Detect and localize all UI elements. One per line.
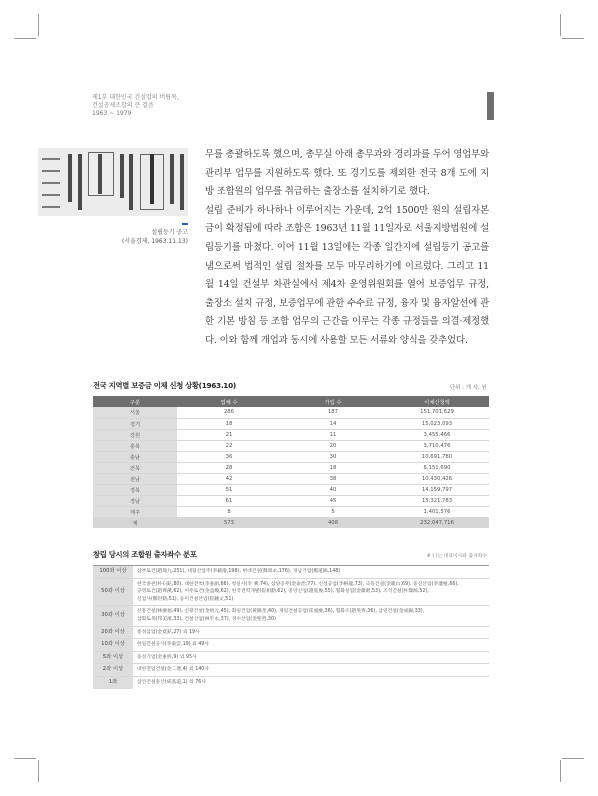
- crop-mark: [560, 760, 561, 782]
- member-list-cell: [133, 566, 489, 579]
- member-list-line: 흥성삼업(金夏鉉,27) 외 19사: [137, 629, 200, 635]
- table2-note: ※ ( )는 대표이사와 출자좌수: [426, 554, 487, 559]
- region-cell: 경남: [93, 495, 177, 506]
- table-row: [93, 506, 489, 517]
- share-range-cell: 50좌 이상: [93, 578, 133, 606]
- share-range-cell: 30좌 이상: [93, 606, 133, 626]
- member-list-line: 동성기업(金東經,9) 외 95사: [137, 654, 197, 660]
- table-row: [93, 676, 489, 688]
- member-share-distribution-table: [93, 565, 489, 689]
- member-list-cell: [133, 664, 489, 677]
- crop-mark: [14, 758, 36, 759]
- table-row: [93, 440, 489, 451]
- value-cell: 11: [281, 429, 385, 440]
- value-cell: 30: [281, 451, 385, 462]
- value-cell: 3,710,476: [385, 440, 489, 451]
- table2-title: 창립 당시의 조합원 출자좌수 분포: [93, 550, 197, 559]
- guarantee-transfer-table: [93, 396, 489, 528]
- value-cell: 10,430,426: [385, 473, 489, 484]
- value-cell: 573: [177, 517, 281, 528]
- value-cell: 40: [281, 484, 385, 495]
- value-cell: 151,701,629: [385, 407, 489, 418]
- region-cell: 강원: [93, 429, 177, 440]
- value-cell: 8: [177, 506, 281, 517]
- column-header: 이체신청액: [385, 396, 489, 407]
- photo-caption-line: 설립등기 공고: [151, 229, 188, 236]
- region-cell: 전남: [93, 473, 177, 484]
- share-range-cell: 1좌: [93, 676, 133, 688]
- table-row: [93, 495, 489, 506]
- member-list-cell: [133, 676, 489, 688]
- value-cell: 61: [177, 495, 281, 506]
- table-row: [93, 517, 489, 528]
- member-list-line: 대한전업건설(金二連,4) 외 140사: [137, 667, 209, 673]
- value-cell: 408: [281, 517, 385, 528]
- value-cell: 15,023,093: [385, 418, 489, 429]
- value-cell: 15,321,783: [385, 495, 489, 506]
- table-row: [93, 407, 489, 418]
- value-cell: 14: [281, 418, 385, 429]
- region-cell: 서울: [93, 407, 177, 418]
- member-list-line: 공영토건(趙尊溪,62), 이주토건(金益煥,62), 한국전력개발(崔相勳,62), 중앙산업(趙冕俊,55), 협화실업(金冀昭,53), 조석건설(朴燦源,52),: [137, 589, 429, 595]
- member-list-cell: [133, 626, 489, 639]
- newspaper-clipping-image: [38, 148, 188, 216]
- table1-title: 전국 지역별 보증금 이체 신청 상황(1963.10): [93, 381, 236, 390]
- value-cell: 1,401,576: [385, 506, 489, 517]
- table-body: [93, 407, 489, 528]
- share-range-cell: 5좌 이상: [93, 651, 133, 664]
- table1-unit: 단위 : 개 사, 원: [449, 385, 487, 391]
- crop-mark: [562, 38, 584, 39]
- member-list-line: 한일건설공사(李東雲,19) 외 49사: [137, 642, 209, 648]
- value-cell: 187: [281, 407, 385, 418]
- crop-mark: [14, 38, 36, 39]
- table-body: [93, 566, 489, 689]
- running-header-line: 제1부 대한민국 건설업의 버팀목,: [92, 94, 179, 101]
- value-cell: 51: [177, 484, 281, 495]
- region-cell: 전북: [93, 462, 177, 473]
- member-list-line: 신업사(鄭世鎔,51), 동이건설산업(崔鍾文,51): [137, 596, 234, 602]
- value-cell: 10,691,780: [385, 451, 489, 462]
- crop-mark: [38, 14, 39, 36]
- photo-caption: [118, 228, 188, 246]
- member-list-line: 신흥건설(林慶福,49), 신광건설(金炳元,45), 화일건업(黃錫奎,40), 제일건설공업(崔昶慶,36), 협화조(趙英秀,36), 삼연건설(金成錫,33),: [137, 609, 425, 615]
- running-header-line: 건설공제조합의 큰 걸음: [92, 102, 154, 109]
- value-cell: 286: [177, 407, 281, 418]
- region-cell: 계: [93, 517, 177, 528]
- region-cell: 충북: [93, 440, 177, 451]
- body-paragraph: 설립 준비가 하나하나 이루어지는 가운데, 2억 1500만 원의 설립자본금이 확정됨에 따라 조합은 1963년 11월 11일자로 서울지방법원에 설립등기를 마쳤다. 이어 11월 13일에는 각종 일간지에 설립등기 공고를 냄으로써 법적인 설립 절차를 모두 마무리하기에 이르렀다. 그리고 11월 14일 건설부 차관실에서 제4차 운영위원회를 열어 보증업무 규정, 출장소 설치 규정, 보증업무에 관한 수수료 규정, 융자 및 융자알선에 관한 기본 방침 등 조합 업무의 근간을 이루는 각종 규정들을 의결·제정했다. 이와 함께 개업과 동시에 사용할 모든 서류와 양식을 갖추었다.: [205, 204, 489, 346]
- value-cell: 21: [177, 429, 281, 440]
- crop-mark: [560, 14, 561, 36]
- table-row: [93, 462, 489, 473]
- table-row: [93, 484, 489, 495]
- member-list-cell: [133, 639, 489, 652]
- table-row: [93, 606, 489, 626]
- value-cell: 5: [281, 506, 385, 517]
- share-range-cell: 100좌 이상: [93, 566, 133, 579]
- member-list-line: 한국종관(朴石鉉,80), 대한전척(李홍渝,66), 청실사(李 乘,74), 삼양공무(金泰治,77), 신성공업(李柄龍,73), 극동건설(金龍山,69), 동신산업(李灌植,66),: [137, 581, 459, 587]
- running-header-line: 1963 ~ 1979: [92, 110, 132, 117]
- region-cell: 경기: [93, 418, 177, 429]
- value-cell: 38: [281, 473, 385, 484]
- column-header: 구분: [93, 396, 177, 407]
- member-list-cell: [133, 651, 489, 664]
- section-tab-marker: [487, 92, 494, 120]
- crop-mark: [562, 758, 584, 759]
- value-cell: 18: [281, 462, 385, 473]
- member-list-cell: [133, 578, 489, 606]
- table-row: [93, 578, 489, 606]
- member-list-line: 삼화토목(邦美濱,33), 건설산업(林乎永,37), 경수산업(金聖哲,30): [137, 616, 276, 622]
- crop-mark: [38, 760, 39, 782]
- member-list-cell: [133, 606, 489, 626]
- share-range-cell: 10좌 이상: [93, 639, 133, 652]
- photo-caption-line: (서울경제, 1963.11.13): [121, 238, 188, 245]
- value-cell: 20: [281, 440, 385, 451]
- caption-accent-bar: [182, 223, 188, 225]
- value-cell: 45: [281, 495, 385, 506]
- table-row: [93, 566, 489, 579]
- running-header: [92, 94, 202, 118]
- region-cell: 경북: [93, 484, 177, 495]
- table-row: [93, 626, 489, 639]
- table-row: [93, 639, 489, 652]
- share-range-cell: 2좌 이상: [93, 664, 133, 677]
- table-row: [93, 418, 489, 429]
- region-cell: 제주: [93, 506, 177, 517]
- table-row: [93, 451, 489, 462]
- value-cell: 42: [177, 473, 281, 484]
- value-cell: 28: [177, 462, 281, 473]
- value-cell: 232,047,716: [385, 517, 489, 528]
- value-cell: 36: [177, 451, 281, 462]
- body-paragraph: 무를 총괄하도록 했으며, 총무실 아래 총무과와 경리과를 두어 영업부와 관리부 업무를 지원하도록 했다. 또 경기도를 제외한 전국 8개 도에 지방 조합원의 업무를 취급하는 출장소를 설치하기로 했다.: [205, 149, 489, 198]
- body-text: [205, 146, 489, 351]
- table-row: [93, 664, 489, 677]
- table-row: [93, 651, 489, 664]
- region-cell: 충남: [93, 451, 177, 462]
- column-header: 가입 수: [281, 396, 385, 407]
- member-list-line: 삼부토건(趙鼎九,251), 대림산업주(李載濬,198), 현대건설(鄭周永,176), 경남기업(鄭道鎬,148): [137, 569, 341, 574]
- member-list-line: 삼산건설흥산(咸基道,1) 외 76사: [137, 679, 206, 685]
- share-range-cell: 20좌 이상: [93, 626, 133, 639]
- table-row: [93, 429, 489, 440]
- value-cell: 14,159,797: [385, 484, 489, 495]
- value-cell: 18: [177, 418, 281, 429]
- table-row: [93, 473, 489, 484]
- value-cell: 22: [177, 440, 281, 451]
- column-header: 업체 수: [177, 396, 281, 407]
- table-header-row: [93, 396, 489, 407]
- value-cell: 6,151,690: [385, 462, 489, 473]
- value-cell: 3,455,466: [385, 429, 489, 440]
